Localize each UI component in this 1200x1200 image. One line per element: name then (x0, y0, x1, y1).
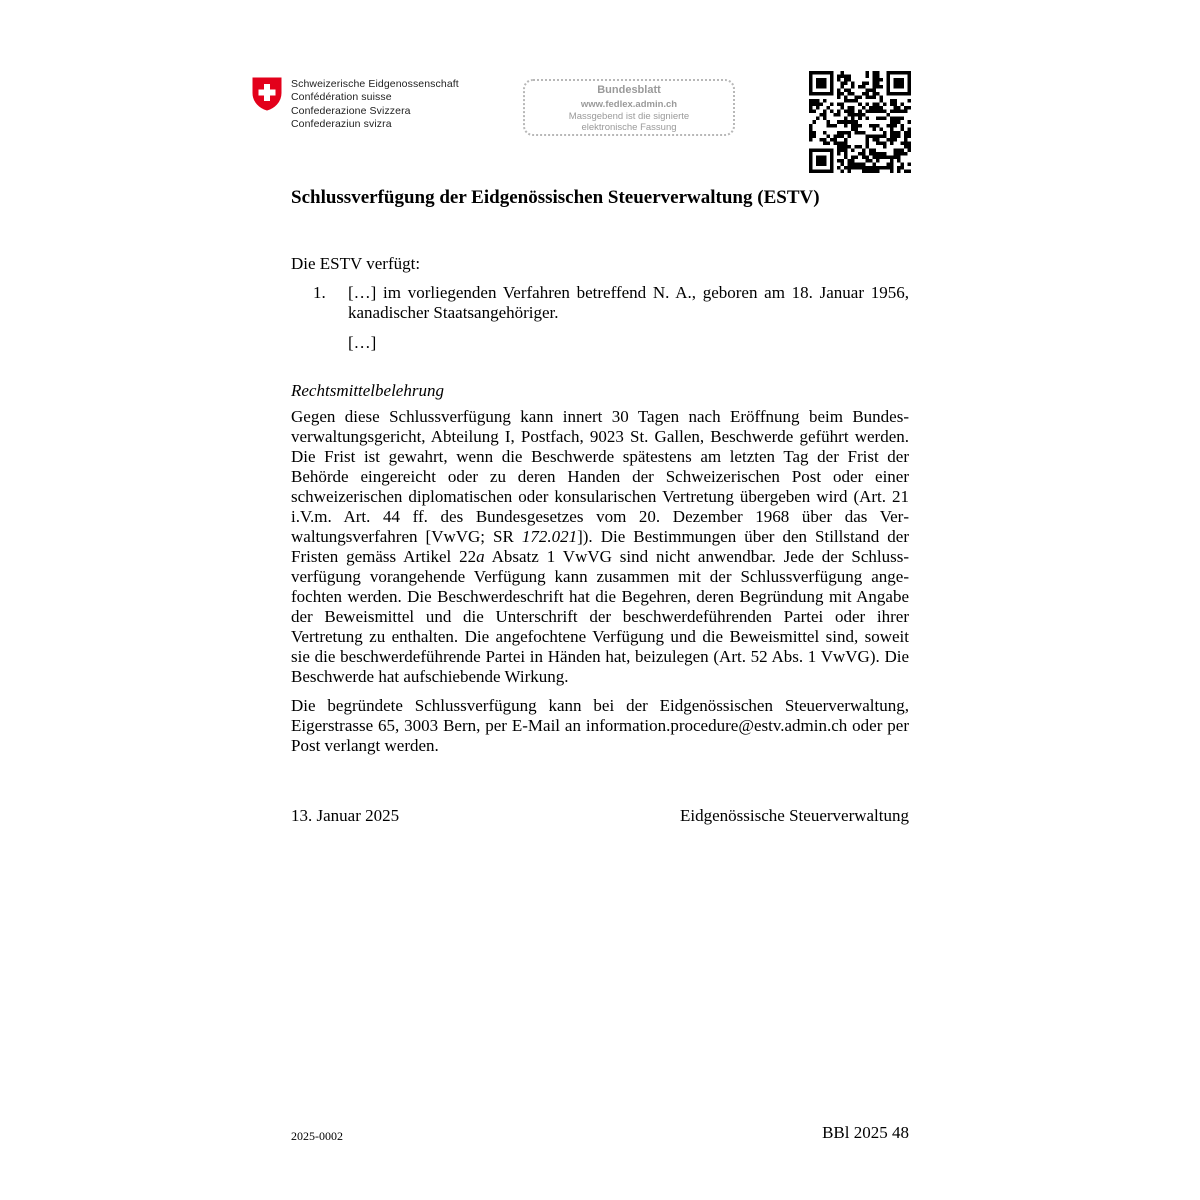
stamp-note-line2: elektronische Fassung (581, 122, 677, 133)
intro-text: Die ESTV verfügt: (291, 254, 421, 273)
paragraph-text-part1: Gegen diese Schlussverfügung kann innert 30 Tagen nach Eröffnung beim Bundesverwaltungsgericht, Abteilung I, Postfach, 9023 St. Gallen, Beschwerde geführt werden. Die Frist ist gewahrt, wenn die Beschwerde spätestens am letzten Tag der Frist der Behörde eingereicht oder zu deren Handen der Schweizerischen Post oder einer schweizerischen diplomatischen oder konsularischen Vertretung übergeben wird (Art. 21 i.V.m. Art. 44 ff. des Bundesgesetzes vom 20. Dezember 1968 über das Verwaltungsverfahren [VwVG; SR (291, 407, 909, 546)
list-item-number: 1. (313, 283, 326, 302)
document-date: 13. Januar 2025 (291, 806, 400, 825)
paragraph-text-part2: ]). Die Bestimmungen über den Stillstand der Fristen gemäss Artikel 22 (291, 527, 909, 566)
stamp-note-line1: Massgebend ist die signierte (568, 111, 690, 122)
list-item (291, 283, 909, 323)
document-number: 2025-0002 (291, 1129, 343, 1143)
sr-number: 172.021 (521, 527, 578, 546)
stamp-url: www.fedlex.admin.ch (580, 99, 678, 110)
stamp-title: Bundesblatt (597, 84, 661, 96)
section-heading: Rechtsmittelbelehrung (291, 381, 444, 400)
list-item-text: […] im vorliegenden Verfahren betreffend N. A., geboren am 18. Januar 1956, kanadischer Staatsangehöriger. (348, 283, 909, 322)
bbl-citation: BBl 2025 48 (822, 1123, 909, 1142)
swiss-coat-of-arms-icon (252, 77, 282, 111)
qr-modules (809, 71, 911, 173)
issuing-authority: Eidgenössische Steuerverwaltung (680, 806, 909, 825)
confederation-line-rm: Confederaziun svizra (291, 117, 392, 130)
qr-code-icon (809, 71, 911, 173)
confederation-line-fr: Confédération suisse (291, 91, 392, 104)
article-letter: a (476, 547, 485, 566)
request-paragraph: Die begründete Schlussverfügung kann bei der Eidgenössischen Steuerverwaltung, Eigerstrasse 65, 3003 Bern, per E-Mail an information.procedure@estv.admin.ch oder per Post verlangt werden. (291, 696, 909, 755)
document-title: Schlussverfügung der Eidgenössischen Steuerverwaltung (ESTV) (291, 187, 820, 208)
confederation-line-de: Schweizerische Eidgenossenschaft (291, 78, 459, 90)
confederation-line-it: Confederazione Svizzera (291, 104, 411, 117)
bundesblatt-stamp (523, 79, 735, 136)
legal-remedy-paragraph (291, 407, 909, 687)
omission-mark: […] (348, 333, 377, 352)
document-body (291, 254, 909, 773)
confederation-names (291, 78, 459, 131)
paragraph-text-part3: Absatz 1 VwVG sind nicht anwendbar. Jede der Schlussverfügung vorangehende Verfügung kann zusammen mit der Schlussverfügung angefochten werden. Die Beschwerdeschrift hat die Begehren, deren Begründung mit Angabe der Beweismittel und die Unterschrift der beschwerdeführenden Partei oder ihrer Vertretung zu enthalten. Die angefochtene Verfügung und die Beweismittel sind, soweit sie die beschwerdeführende Partei in Händen hat, beizulegen (Art. 52 Abs. 1 VwVG). Die Beschwerde hat aufschiebende Wirkung. (291, 547, 909, 686)
